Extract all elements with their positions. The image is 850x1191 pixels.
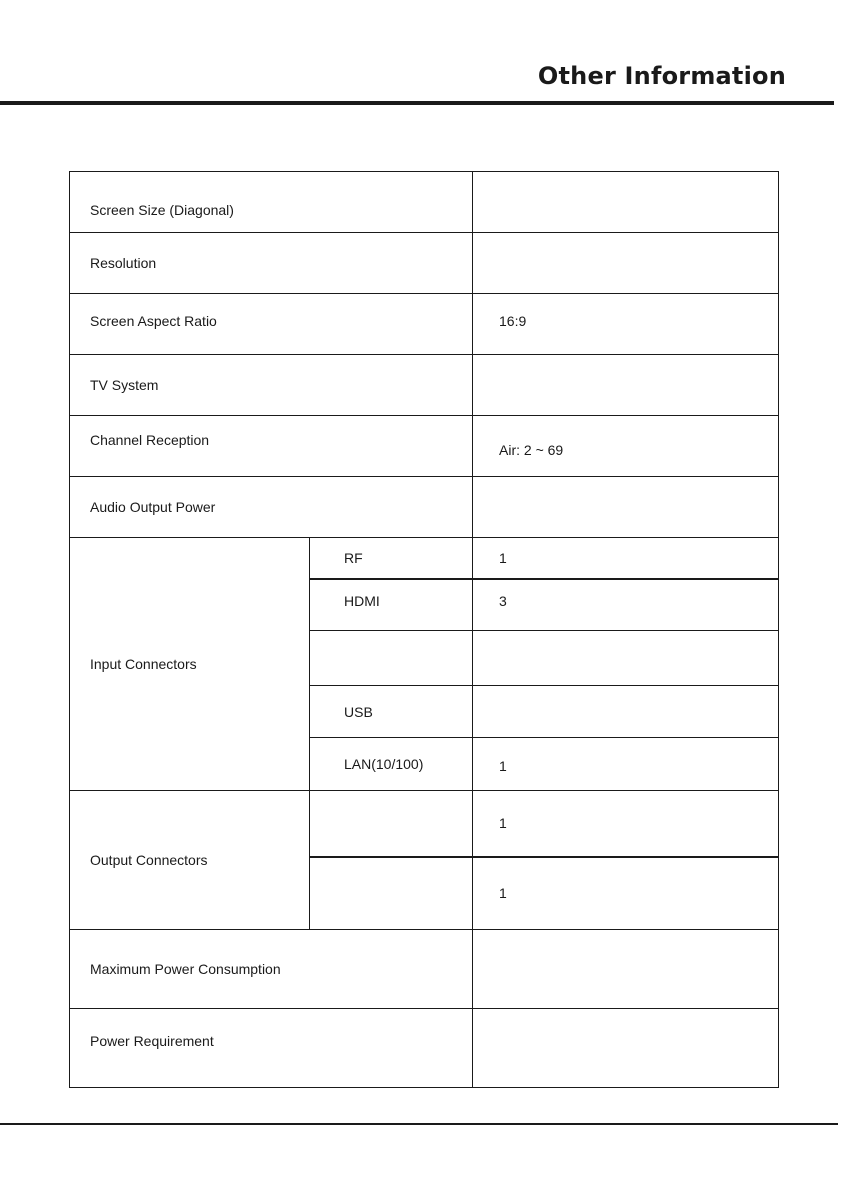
table-row bbox=[70, 1009, 779, 1088]
connector-name-rf: RF bbox=[310, 538, 473, 579]
spec-label-max-power: Maximum Power Consumption bbox=[70, 930, 473, 1009]
table-row bbox=[70, 172, 779, 233]
table-row bbox=[70, 791, 779, 857]
connector-value-rf: 1 bbox=[473, 538, 779, 579]
page-title: Other Information bbox=[537, 62, 786, 90]
spec-value-power-requirement bbox=[473, 1009, 779, 1088]
table-row bbox=[70, 294, 779, 355]
header-divider bbox=[0, 101, 834, 105]
table-row bbox=[70, 477, 779, 538]
output-connector-value-1: 1 bbox=[473, 791, 779, 857]
output-connector-name-1 bbox=[310, 791, 473, 857]
spec-value-resolution bbox=[473, 233, 779, 294]
connector-name-blank bbox=[310, 631, 473, 686]
table-row bbox=[70, 930, 779, 1009]
connector-name-hdmi: HDMI bbox=[310, 579, 473, 631]
spec-label-input-connectors: Input Connectors bbox=[70, 538, 310, 791]
spec-value-audio-output bbox=[473, 477, 779, 538]
spec-value-tv-system bbox=[473, 355, 779, 416]
connector-value-blank bbox=[473, 631, 779, 686]
connector-value-lan: 1 bbox=[473, 738, 779, 791]
spec-value-max-power bbox=[473, 930, 779, 1009]
connector-value-hdmi: 3 bbox=[473, 579, 779, 631]
table-row bbox=[70, 233, 779, 294]
spec-label-output-connectors: Output Connectors bbox=[70, 791, 310, 930]
spec-value-channel-reception: Air: 2 ~ 69 bbox=[473, 416, 779, 477]
spec-label-power-requirement: Power Requirement bbox=[70, 1009, 473, 1088]
connector-value-usb bbox=[473, 686, 779, 738]
specification-table bbox=[69, 171, 779, 1088]
spec-value-aspect-ratio: 16:9 bbox=[473, 294, 779, 355]
spec-label-aspect-ratio: Screen Aspect Ratio bbox=[70, 294, 473, 355]
table-row bbox=[70, 538, 779, 579]
output-connector-value-2: 1 bbox=[473, 857, 779, 930]
footer-divider bbox=[0, 1123, 838, 1125]
spec-label-tv-system: TV System bbox=[70, 355, 473, 416]
spec-value-screen-size bbox=[473, 172, 779, 233]
output-connector-name-2 bbox=[310, 857, 473, 930]
spec-label-channel-reception: Channel Reception bbox=[70, 416, 473, 477]
connector-name-lan: LAN(10/100) bbox=[310, 738, 473, 791]
spec-label-audio-output: Audio Output Power bbox=[70, 477, 473, 538]
spec-label-resolution: Resolution bbox=[70, 233, 473, 294]
table-row bbox=[70, 416, 779, 477]
table-row bbox=[70, 355, 779, 416]
connector-name-usb: USB bbox=[310, 686, 473, 738]
spec-label-screen-size: Screen Size (Diagonal) bbox=[70, 172, 473, 233]
